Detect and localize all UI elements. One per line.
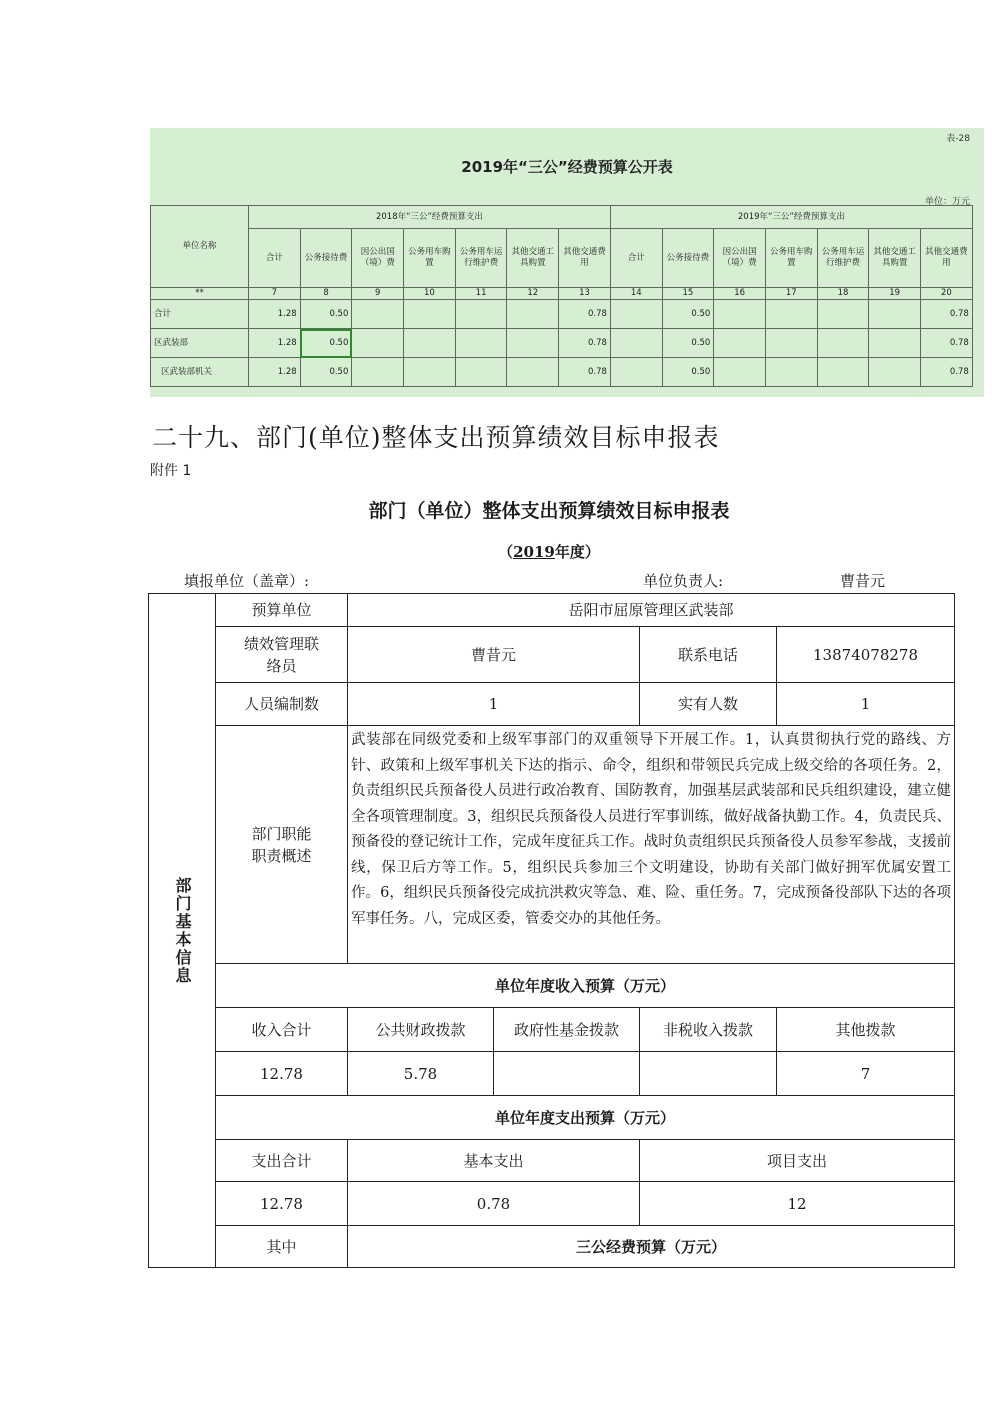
expense-value: 0.78	[348, 1182, 640, 1226]
cell[interactable]	[714, 329, 766, 358]
cell[interactable]	[610, 329, 662, 358]
index-cell: 19	[869, 288, 921, 300]
cell[interactable]: 1.28	[249, 329, 301, 358]
index-cell: 18	[817, 288, 869, 300]
expense-header: 支出合计	[216, 1140, 348, 1182]
of-which-label: 其中	[216, 1226, 348, 1268]
index-cell: 14	[610, 288, 662, 300]
income-header: 政府性基金拨款	[494, 1008, 640, 1052]
income-header: 非税收入拨款	[640, 1008, 777, 1052]
cell[interactable]	[352, 300, 404, 329]
cell[interactable]: 0.50	[662, 300, 714, 329]
sub-header: 因公出国（境）费	[352, 229, 404, 288]
sub-header: 合计	[610, 229, 662, 288]
group-2019-header: 2019年“三公”经费预算支出	[610, 206, 972, 229]
responsible-name: 曹昔元	[840, 572, 886, 590]
cell[interactable]: 0.50	[300, 358, 352, 387]
expense-title: 单位年度支出预算（万元）	[216, 1096, 955, 1140]
cell[interactable]	[352, 329, 404, 358]
income-value: 5.78	[348, 1052, 494, 1096]
cell[interactable]	[404, 358, 456, 387]
year-open: （	[498, 543, 514, 561]
income-value: 12.78	[216, 1052, 348, 1096]
sub-header: 公务用车购置	[765, 229, 817, 288]
attachment-label: 附件 1	[150, 463, 192, 479]
cell[interactable]	[869, 358, 921, 387]
unit-name-header: 单位名称	[151, 206, 249, 288]
cell[interactable]	[507, 358, 559, 387]
index-cell: 15	[662, 288, 714, 300]
sub-header: 其他交通工具购置	[869, 229, 921, 288]
cell[interactable]	[610, 358, 662, 387]
cell[interactable]: 1.28	[249, 300, 301, 329]
row-name: 区武装部	[151, 329, 249, 358]
sub-header: 其他交通费用	[921, 229, 973, 288]
staff-quota-value: 1	[348, 683, 640, 726]
cell[interactable]	[765, 329, 817, 358]
cell[interactable]: 0.78	[559, 300, 611, 329]
index-cell: 17	[765, 288, 817, 300]
cell[interactable]: 0.78	[921, 300, 973, 329]
sub-header: 公务用车运行维护费	[817, 229, 869, 288]
sheet-unit: 单位：万元	[924, 197, 970, 207]
cell[interactable]	[869, 300, 921, 329]
responsible-label: 单位负责人:	[643, 572, 724, 590]
cell[interactable]	[714, 358, 766, 387]
index-cell: 9	[352, 288, 404, 300]
phone-value: 13874078278	[777, 627, 955, 683]
sheet-table	[150, 205, 973, 387]
cell[interactable]	[404, 300, 456, 329]
sub-header: 其他交通费用	[559, 229, 611, 288]
budget-unit-value: 岳阳市屈原管理区武装部	[348, 594, 955, 627]
income-value	[494, 1052, 640, 1096]
expense-value: 12.78	[216, 1182, 348, 1226]
index-cell: 13	[559, 288, 611, 300]
index-cell: **	[151, 288, 249, 300]
sub-header: 其他交通工具购置	[507, 229, 559, 288]
cell[interactable]: 0.50	[662, 329, 714, 358]
cell[interactable]: 0.78	[921, 329, 973, 358]
index-cell: 11	[455, 288, 507, 300]
group-2018-header: 2018年“三公”经费预算支出	[249, 206, 611, 229]
index-cell: 8	[300, 288, 352, 300]
sub-header: 公务用车购置	[404, 229, 456, 288]
contact-label: 绩效管理联络员	[216, 627, 348, 683]
sheet-tag: 表-28	[946, 134, 970, 144]
table-row	[151, 358, 973, 387]
cell[interactable]	[455, 300, 507, 329]
sanggong-budget-sheet	[150, 128, 984, 397]
expense-header: 项目支出	[640, 1140, 955, 1182]
budget-unit-label: 预算单位	[216, 594, 348, 627]
cell[interactable]: 0.78	[559, 358, 611, 387]
sub-header: 合计	[249, 229, 301, 288]
staff-quota-label: 人员编制数	[216, 683, 348, 726]
cell[interactable]	[404, 329, 456, 358]
section-title: 二十九、部门(单位)整体支出预算绩效目标申报表	[152, 423, 720, 452]
sub-header: 公务用车运行维护费	[455, 229, 507, 288]
cell[interactable]	[869, 329, 921, 358]
cell[interactable]: 0.50	[662, 358, 714, 387]
cell[interactable]	[507, 329, 559, 358]
expense-header: 基本支出	[348, 1140, 640, 1182]
cell[interactable]	[817, 300, 869, 329]
income-header: 收入合计	[216, 1008, 348, 1052]
cell[interactable]: 0.50	[300, 300, 352, 329]
cell[interactable]	[507, 300, 559, 329]
sub-header: 因公出国（境）费	[714, 229, 766, 288]
table-row	[151, 300, 973, 329]
cell[interactable]	[610, 300, 662, 329]
income-value: 7	[777, 1052, 955, 1096]
year-close: 年度）	[554, 543, 600, 561]
expense-value: 12	[640, 1182, 955, 1226]
duties-text: 武装部在同级党委和上级军事部门的双重领导下开展工作。1，认真贯彻执行党的路线、方针、政策和上级军事机关下达的指示、命令，组织和带领民兵完成上级交给的各项任务。2，负责组织民兵预备役人员进行政冶教育、国防教育，加强基层武装部和民兵组织建设，建立健全各项管理制度。3，组织民兵预备役人员进行军事训练，做好战备执勤工作。4，负责民兵、预备役的登记统计工作，完成年度征兵工作。战时负责组织民兵预备役人员参军参战，支援前线，保卫后方等工作。5，组织民兵参加三个文明建设，协助有关部门做好拥军优属安置工作。6，组织民兵预备役完成抗洪救灾等急、难、险、重任务。7，完成预备役部队下达的各项军事任务。八，完成区委，管委交办的其他任务。	[348, 726, 955, 964]
form-title: 部门（单位）整体支出预算绩效目标申报表	[368, 500, 730, 522]
income-title: 单位年度收入预算（万元）	[216, 964, 955, 1008]
staff-actual-value: 1	[777, 683, 955, 726]
selected-cell[interactable]: 0.50	[300, 329, 352, 358]
sub-header: 公务接待费	[662, 229, 714, 288]
side-label: 部门基本信息	[149, 594, 216, 1268]
staff-actual-label: 实有人数	[640, 683, 777, 726]
table-row	[151, 329, 973, 358]
cell[interactable]: 0.78	[921, 358, 973, 387]
year-value: 2019	[513, 543, 555, 561]
cell[interactable]	[817, 358, 869, 387]
fill-unit-label: 填报单位（盖章）:	[184, 572, 310, 590]
income-value	[640, 1052, 777, 1096]
year-line	[0, 541, 992, 562]
index-cell: 12	[507, 288, 559, 300]
index-cell: 16	[714, 288, 766, 300]
index-cell: 20	[921, 288, 973, 300]
income-header: 公共财政拨款	[348, 1008, 494, 1052]
sheet-title: 2019年“三公”经费预算公开表	[461, 158, 673, 176]
cell[interactable]	[352, 358, 404, 387]
cell[interactable]	[817, 329, 869, 358]
row-name: 区武装部机关	[151, 358, 249, 387]
index-cell: 7	[249, 288, 301, 300]
duties-label: 部门职能职责概述	[216, 726, 348, 964]
income-header: 其他拨款	[777, 1008, 955, 1052]
sub-header: 公务接待费	[300, 229, 352, 288]
cell[interactable]	[455, 358, 507, 387]
cell[interactable]	[455, 329, 507, 358]
cell[interactable]	[765, 358, 817, 387]
three-public-title: 三公经费预算（万元）	[348, 1226, 955, 1268]
cell[interactable]: 1.28	[249, 358, 301, 387]
performance-form-table	[148, 593, 955, 1268]
cell[interactable]	[714, 300, 766, 329]
row-name: 合计	[151, 300, 249, 329]
phone-label: 联系电话	[640, 627, 777, 683]
contact-value: 曹昔元	[348, 627, 640, 683]
cell[interactable]: 0.78	[559, 329, 611, 358]
index-cell: 10	[404, 288, 456, 300]
cell[interactable]	[765, 300, 817, 329]
